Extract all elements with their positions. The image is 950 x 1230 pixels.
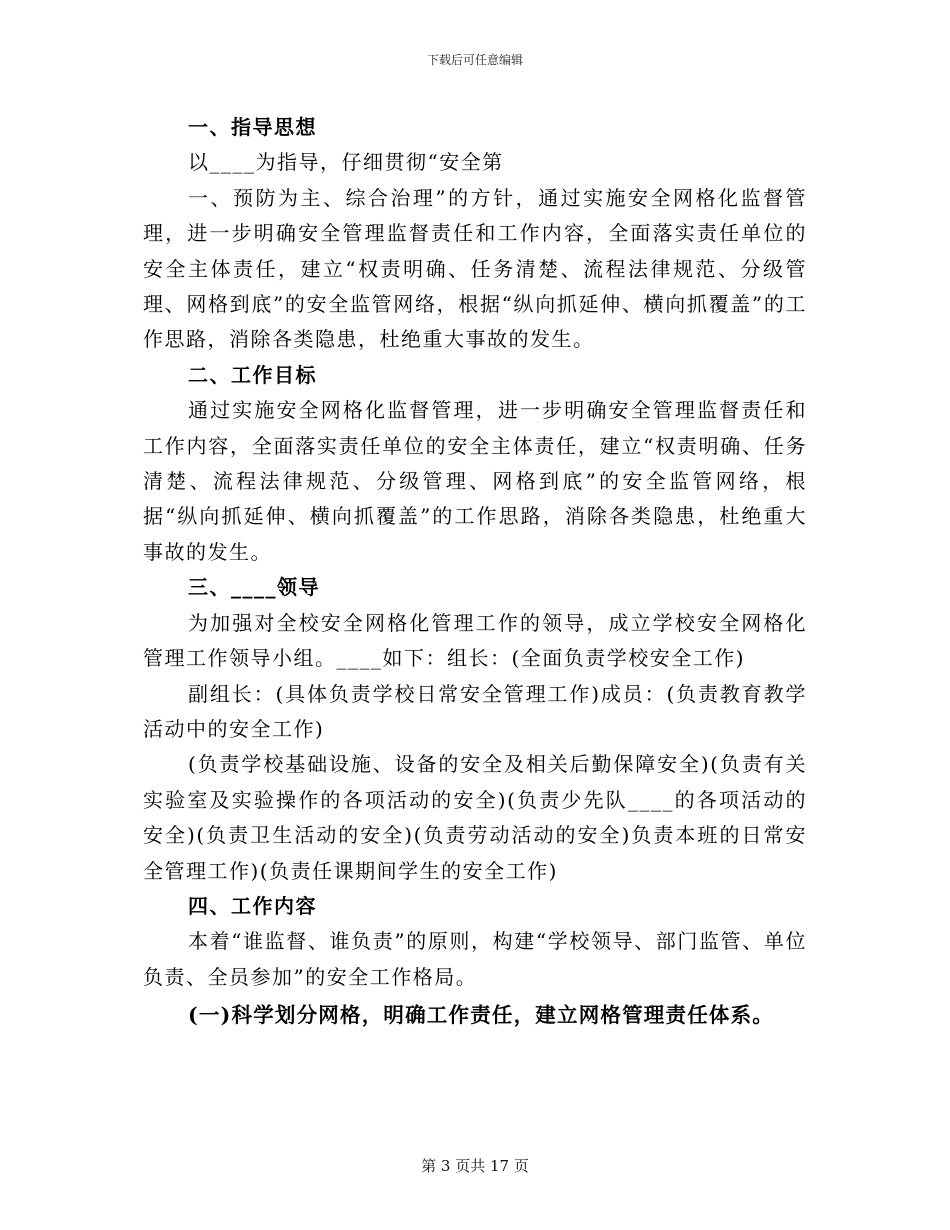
- page-header-note: 下载后可任意编辑: [426, 53, 523, 67]
- section-heading-work-goals: 二、工作目标: [188, 362, 317, 387]
- section-heading-leadership: 三、____领导: [188, 575, 320, 600]
- paragraph: (负责学校基础设施、设备的安全及相关后勤保障安全)(负责有关实验室及实验操作的各项活动的安全)(负责少先队____的各项活动的安全)(负责卫生活动的安全)(负责劳动活动的安全)负责本班的日常安全管理工作)(负责任课期间学生的安全工作): [143, 752, 807, 883]
- paragraph: 副组长：(具体负责学校日常安全管理工作)成员：(负责教育教学活动中的安全工作): [143, 681, 807, 741]
- paragraph: 以____为指导，仔细贯彻“安全第: [188, 150, 504, 175]
- paragraph: 一、预防为主、综合治理”的方针，通过实施安全网格化监督管理，进一步明确安全管理监督责任和工作内容，全面落实责任单位的安全主体责任，建立“权责明确、任务清楚、流程法律规范、分级管理、网格到底”的安全监管网络，根据“纵向抓延伸、横向抓覆盖”的工作思路，消除各类隐患，杜绝重大事故的发生。: [143, 185, 807, 352]
- paragraph: 通过实施安全网格化监督管理，进一步明确安全管理监督责任和工作内容，全面落实责任单位的安全主体责任，建立“权责明确、任务清楚、流程法律规范、分级管理、网格到底”的安全监管网络，根据“纵向抓延伸、横向抓覆盖”的工作思路，消除各类隐患，杜绝重大事故的发生。: [143, 398, 807, 564]
- paragraph: 为加强对全校安全网格化管理工作的领导，成立学校安全网格化管理工作领导小组。____如下：组长：(全面负责学校安全工作): [143, 610, 807, 671]
- page-number: 第 3 页共 17 页: [421, 1157, 529, 1175]
- paragraph: 本着“谁监督、谁负责”的原则，构建“学校领导、部门监管、单位负责、全员参加”的安全工作格局。: [143, 929, 807, 989]
- section-heading-guiding-ideology: 一、指导思想: [188, 115, 317, 139]
- document-body: [143, 110, 807, 1034]
- sub-heading-grid-division: (一)科学划分网格，明确工作责任，建立网格管理责任体系。: [188, 1003, 774, 1028]
- section-heading-work-content: 四、工作内容: [188, 893, 317, 918]
